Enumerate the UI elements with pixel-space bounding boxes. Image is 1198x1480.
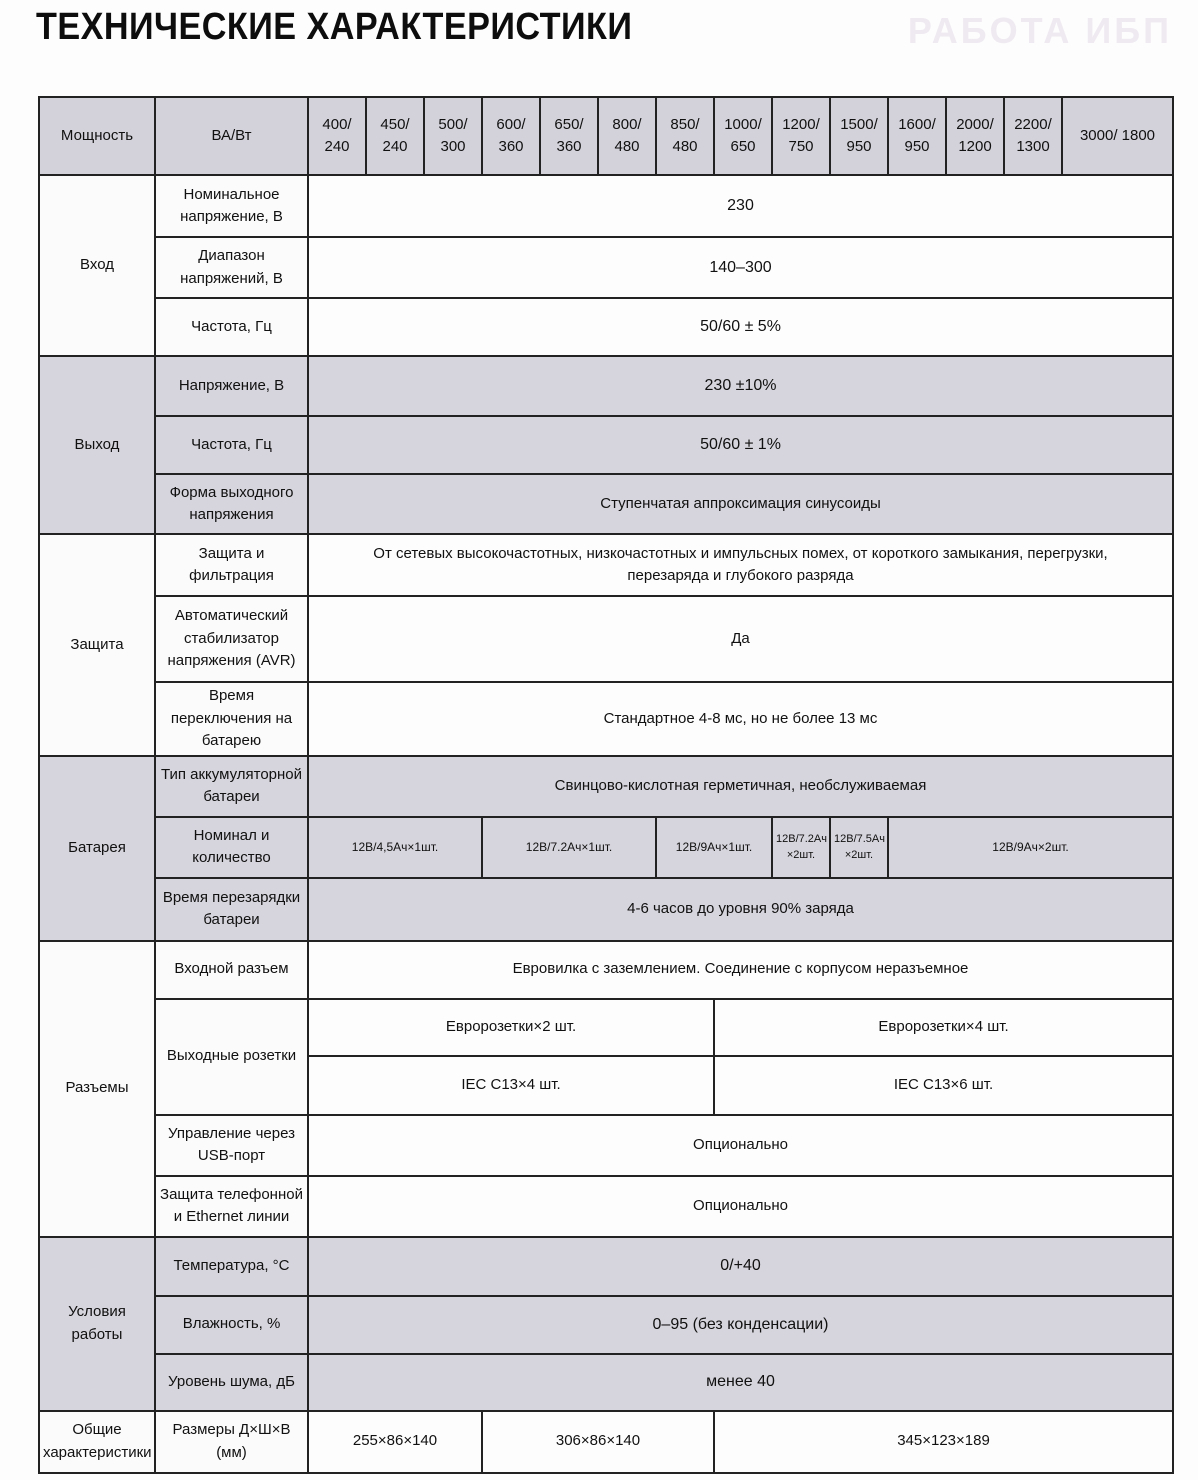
battery-nominal-cell: 12В/4,5Ач×1шт. — [308, 817, 482, 878]
output-euro-cell: Евророзетки×2 шт. — [308, 999, 714, 1056]
spec-table — [38, 96, 1174, 1474]
model-cell: 850/ 480 — [656, 97, 714, 175]
row-label: Влажность, % — [155, 1296, 308, 1354]
section-connectors: Разъемы — [39, 941, 155, 1237]
row-label: Частота, Гц — [155, 298, 308, 356]
ghost-heading: РАБОТА ИБП — [907, 10, 1172, 51]
header-row — [39, 97, 1173, 175]
battery-nominal-cell: 12В/7.2Ач×1шт. — [482, 817, 656, 878]
model-cell: 400/ 240 — [308, 97, 366, 175]
row-value: 4-6 часов до уровня 90% заряда — [308, 878, 1173, 941]
row-value: Свинцово-кислотная герметичная, необслуживаемая — [308, 756, 1173, 817]
row-value: Опционально — [308, 1115, 1173, 1176]
row-label: Размеры Д×Ш×В (мм) — [155, 1411, 308, 1473]
model-cell: 650/ 360 — [540, 97, 598, 175]
row-value: Ступенчатая аппроксимация синусоиды — [308, 474, 1173, 534]
row-value: менее 40 — [308, 1354, 1173, 1411]
model-cell: 3000/ 1800 — [1062, 97, 1173, 175]
row-label: Номинальное напряжение, В — [155, 175, 308, 237]
power-label: Мощность — [39, 97, 155, 175]
row-label: Форма выходного напряжения — [155, 474, 308, 534]
row-label: Температура, °С — [155, 1237, 308, 1296]
model-cell: 800/ 480 — [598, 97, 656, 175]
row-label: Защита телефонной и Ethernet линии — [155, 1176, 308, 1237]
model-cell: 1000/ 650 — [714, 97, 772, 175]
model-cell: 450/ 240 — [366, 97, 424, 175]
row-label: Время перезарядки батареи — [155, 878, 308, 941]
model-cell: 1600/ 950 — [888, 97, 946, 175]
section-input: Вход — [39, 175, 155, 356]
dims-cell: 306×86×140 — [482, 1411, 714, 1473]
model-cell: 1500/ 950 — [830, 97, 888, 175]
section-protection: Защита — [39, 534, 155, 756]
row-label: Частота, Гц — [155, 416, 308, 474]
row-label: Номинал и количество — [155, 817, 308, 878]
model-cell: 1200/ 750 — [772, 97, 830, 175]
row-value: 50/60 ± 1% — [308, 416, 1173, 474]
battery-nominal-cell: 12В/9Ач×2шт. — [888, 817, 1173, 878]
row-value: Опционально — [308, 1176, 1173, 1237]
row-value: 0–95 (без конденсации) — [308, 1296, 1173, 1354]
dims-cell: 345×123×189 — [714, 1411, 1173, 1473]
output-iec-cell: IEC C13×4 шт. — [308, 1056, 714, 1115]
row-value: Да — [308, 596, 1173, 682]
model-cell: 500/ 300 — [424, 97, 482, 175]
row-value: 50/60 ± 5% — [308, 298, 1173, 356]
battery-nominal-cell: 12В/7.5Ач ×2шт. — [830, 817, 888, 878]
output-iec-cell: IEC C13×6 шт. — [714, 1056, 1173, 1115]
section-output: Выход — [39, 356, 155, 534]
battery-nominal-cell: 12В/9Ач×1шт. — [656, 817, 772, 878]
row-label: Выходные розетки — [155, 999, 308, 1115]
row-label: Напряжение, В — [155, 356, 308, 416]
row-label: Диапазон напряжений, В — [155, 237, 308, 298]
page-title: ТЕХНИЧЕСКИЕ ХАРАКТЕРИСТИКИ — [36, 6, 633, 48]
row-label: Уровень шума, дБ — [155, 1354, 308, 1411]
row-value: 140–300 — [308, 237, 1173, 298]
model-cell: 600/ 360 — [482, 97, 540, 175]
unit-label: ВА/Вт — [155, 97, 308, 175]
dims-cell: 255×86×140 — [308, 1411, 482, 1473]
model-cell: 2000/ 1200 — [946, 97, 1004, 175]
section-general: Общие характеристики — [39, 1411, 155, 1473]
section-battery: Батарея — [39, 756, 155, 941]
row-value: От сетевых высокочастотных, низкочастотных и импульсных помех, от короткого замыкания, перегрузки, перезаряда и глубокого разряда — [308, 534, 1173, 596]
row-label: Управление через USB-порт — [155, 1115, 308, 1176]
battery-nominal-cell: 12В/7.2Ач ×2шт. — [772, 817, 830, 878]
row-label: Входной разъем — [155, 941, 308, 999]
row-value: 230 ±10% — [308, 356, 1173, 416]
row-value: Евровилка с заземлением. Соединение с корпусом неразъемное — [308, 941, 1173, 999]
row-label: Защита и фильтрация — [155, 534, 308, 596]
row-label: Автоматический стабилизатор напряжения (AVR) — [155, 596, 308, 682]
row-value: Стандартное 4-8 мс, но не более 13 мс — [308, 682, 1173, 756]
row-label: Тип аккумуляторной батареи — [155, 756, 308, 817]
section-conditions: Условия работы — [39, 1237, 155, 1411]
output-euro-cell: Евророзетки×4 шт. — [714, 999, 1173, 1056]
row-label: Время переключения на батарею — [155, 682, 308, 756]
row-value: 0/+40 — [308, 1237, 1173, 1296]
model-cell: 2200/ 1300 — [1004, 97, 1062, 175]
row-value: 230 — [308, 175, 1173, 237]
